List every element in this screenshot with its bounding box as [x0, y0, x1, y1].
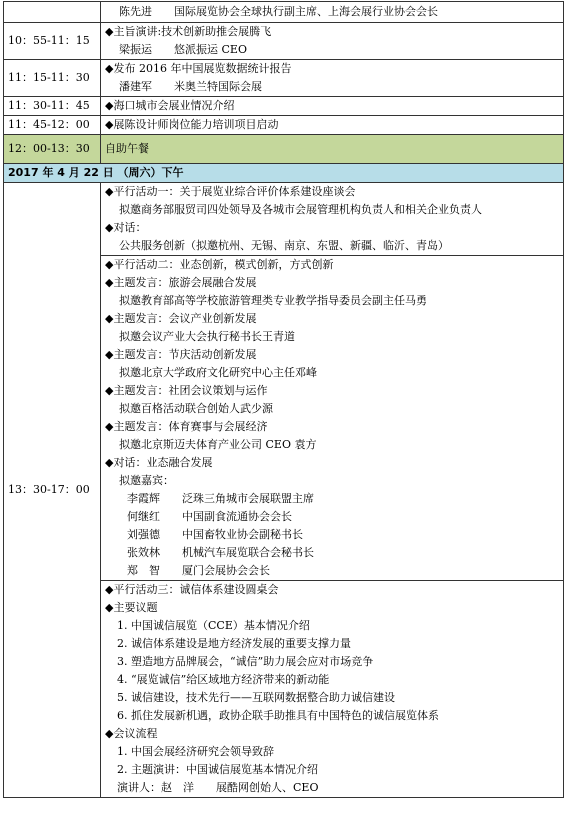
content-line: ◆主题发言：节庆活动创新发展 — [105, 348, 257, 361]
day-heading-row — [4, 164, 564, 183]
content-line: 3. 塑造地方品牌展会，“诚信”助力展会应对市场竞争 — [117, 655, 374, 668]
schedule-row — [4, 116, 564, 135]
day-heading: 2017 年 4 月 22 日 （周六）下午 — [4, 164, 564, 183]
content-line: ◆主题发言：体育赛事与会展经济 — [105, 420, 268, 433]
schedule-row — [4, 60, 564, 97]
time-cell: 13：30-17：00 — [4, 183, 101, 798]
content-line: 拟邀教育部高等学校旅游管理类专业教学指导委员会副主任马勇 — [119, 294, 427, 307]
content-cell — [101, 23, 564, 60]
content-line: 演讲人：赵 洋 展酷网创始人、CEO — [117, 781, 319, 794]
content-line: ◆主题发言：旅游会展融合发展 — [105, 276, 257, 289]
content-line: 4. “展览诚信”给区域地方经济带来的新动能 — [117, 673, 330, 686]
schedule-table — [3, 1, 564, 798]
time-cell: 11：15-11：30 — [4, 60, 101, 97]
content-cell — [101, 2, 564, 23]
content-cell — [101, 183, 564, 256]
content-line: 拟邀会议产业大会执行秘书长王青道 — [119, 330, 295, 343]
content-line: ◆发布 2016 年中国展览数据统计报告 — [105, 62, 292, 75]
content-line: 2. 诚信体系建设是地方经济发展的重要支撑力量 — [117, 637, 351, 650]
schedule-row — [4, 2, 564, 23]
content-line: 郑 智 厦门会展协会会长 — [127, 564, 270, 577]
content-line: ◆海口城市会展业情况介绍 — [105, 99, 235, 112]
content-line: ◆主题发言：社团会议策划与运作 — [105, 384, 268, 397]
content-cell — [101, 256, 564, 581]
content-line: ◆平行活动三：诚信体系建设圆桌会 — [105, 583, 279, 596]
schedule-row — [4, 183, 564, 256]
content-line: 6. 抓住发展新机遇，政协企联手助推具有中国特色的诚信展览体系 — [117, 709, 439, 722]
content-line: 拟邀商务部服贸司四处领导及各城市会展管理机构负责人和相关企业负责人 — [119, 203, 482, 216]
content-line: 1. 中国诚信展览（CCE）基本情况介绍 — [117, 619, 310, 632]
content-line: ◆展陈设计师岗位能力培训项目启动 — [105, 118, 279, 131]
content-line: 何继红 中国副食流通协会会长 — [127, 510, 292, 523]
time-cell — [4, 2, 101, 23]
lunch-row — [4, 135, 564, 164]
time-cell: 12：00-13：30 — [4, 135, 101, 164]
content-line: ◆平行活动一：关于展览业综合评价体系建设座谈会 — [105, 185, 356, 198]
schedule-row — [4, 23, 564, 60]
content-line: 陈先进 国际展览协会全球执行副主席、上海会展行业协会会长 — [119, 5, 438, 18]
content-line: 公共服务创新（拟邀杭州、无锡、南京、东盟、新疆、临沂、青岛） — [119, 239, 449, 252]
content-line: ◆对话：业态融合发展 — [105, 456, 213, 469]
content-line: 拟邀百格活动联合创始人武少源 — [119, 402, 273, 415]
content-cell — [101, 97, 564, 116]
content-line: 拟邀北京斯迈夫体育产业公司 CEO 袁方 — [119, 438, 317, 451]
content-line: 拟邀北京大学政府文化研究中心主任邓峰 — [119, 366, 317, 379]
time-cell: 11：30-11：45 — [4, 97, 101, 116]
content-line: 潘建军 米奥兰特国际会展 — [119, 80, 262, 93]
content-line: ◆平行活动二：业态创新，模式创新，方式创新 — [105, 258, 334, 271]
schedule-row — [4, 97, 564, 116]
content-line: ◆主要议题 — [105, 601, 158, 614]
content-line: 2. 主题演讲：中国诚信展览基本情况介绍 — [117, 763, 318, 776]
content-line: ◆主旨演讲:技术创新助推会展腾飞 — [105, 25, 272, 38]
content-line: ◆对话： — [105, 221, 147, 234]
content-cell — [101, 581, 564, 798]
content-line: 李霞辉 泛珠三角城市会展联盟主席 — [127, 492, 314, 505]
content-line: 5. 诚信建设，技术先行——互联网数据整合助力诚信建设 — [117, 691, 395, 704]
content-line: ◆会议流程 — [105, 727, 158, 740]
content-line: 刘强德 中国畜牧业协会副秘书长 — [127, 528, 303, 541]
content-cell — [101, 60, 564, 97]
content-line: 拟邀嘉宾： — [119, 474, 174, 487]
content-line: ◆主题发言：会议产业创新发展 — [105, 312, 257, 325]
content-cell — [101, 116, 564, 135]
content-cell: 自助午餐 — [101, 135, 564, 164]
content-line: 梁振运 悠派振运 CEO — [119, 43, 247, 56]
time-cell: 10：55-11：15 — [4, 23, 101, 60]
content-line: 张效林 机械汽车展览联合会秘书长 — [127, 546, 314, 559]
content-line: 1. 中国会展经济研究会领导致辞 — [117, 745, 274, 758]
time-cell: 11：45-12：00 — [4, 116, 101, 135]
